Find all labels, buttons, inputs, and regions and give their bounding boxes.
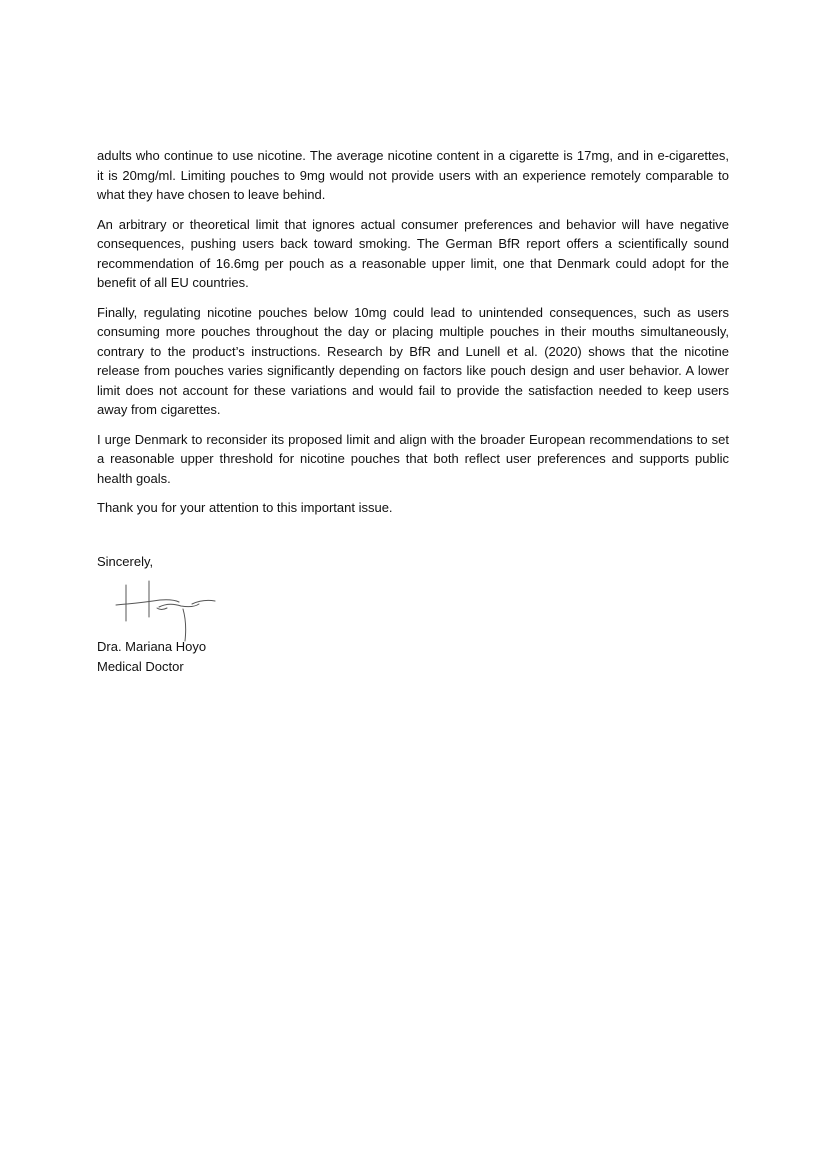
paragraph-nicotine-content: adults who continue to use nicotine. The average nicotine content in a cigarette is 17mg, and in e-cigarettes, it is 20mg/ml. Limiting pouches to 9mg would not provide users with an experience remotely comparable to what they have chosen to leave behind. (97, 148, 729, 202)
signer-title: Medical Doctor (97, 658, 184, 674)
paragraph-thank-you: Thank you for your attention to this important issue. (97, 500, 393, 515)
letter-body (97, 146, 729, 676)
handwritten-signature (95, 577, 225, 645)
paragraph-unintended-consequences: Finally, regulating nicotine pouches below 10mg could lead to unintended consequences, such as users consuming more pouches throughout the day or placing multiple pouches in their mouths simultaneously, contrary to the product’s instructions. Research by BfR and Lunell et al. (2020) shows that the nicotine release from pouches varies significantly depending on factors like pouch design and user behavior. A lower limit does not account for these variations and would fail to provide the satisfaction needed to keep users away from cigarettes. (97, 304, 729, 417)
letter-closing (97, 552, 729, 677)
signer-name: Dra. Mariana Hoyo (97, 639, 207, 654)
paragraph-arbitrary-limit: An arbitrary or theoretical limit that ignores actual consumer preferences and behavior will have negative consequences, pushing users back toward smoking. The German BfR report offers a scientifically sound recommendation of 16.6mg per pouch as a reasonable upper limit, one that Denmark could adopt for the benefit of all EU countries. (97, 216, 729, 290)
closing-salutation: Sincerely, (97, 553, 154, 569)
paragraph-urge-reconsider: I urge Denmark to reconsider its proposed limit and align with the broader European recommendations to set a reasonable upper threshold for nicotine pouches that both reflect user preferences and supports public health goals. (97, 431, 729, 486)
